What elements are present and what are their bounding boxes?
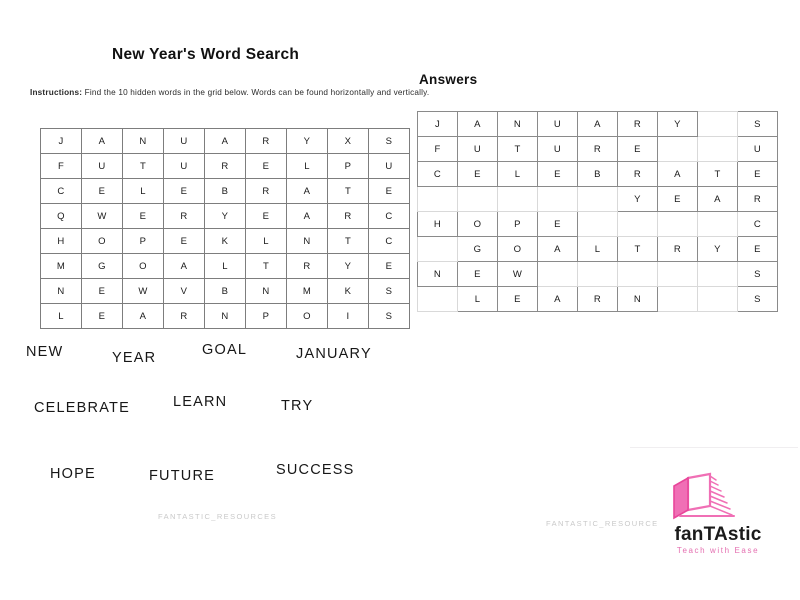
answers-cell: E	[618, 137, 658, 162]
answers-cell: T	[698, 162, 738, 187]
word-list-item: NEW	[26, 344, 64, 360]
answers-cell: L	[578, 237, 618, 262]
answers-cell-empty	[498, 187, 538, 212]
answers-cell: N	[418, 262, 458, 287]
puzzle-cell: A	[164, 254, 205, 279]
puzzle-cell: R	[164, 204, 205, 229]
answers-cell-empty	[538, 262, 578, 287]
answers-cell: E	[538, 162, 578, 187]
puzzle-row	[41, 204, 410, 229]
answers-cell: T	[498, 137, 538, 162]
answers-cell-empty	[578, 187, 618, 212]
puzzle-cell: W	[82, 204, 123, 229]
word-list-item: YEAR	[112, 350, 157, 366]
answers-cell: Y	[618, 187, 658, 212]
puzzle-cell: X	[328, 129, 369, 154]
answers-cell: A	[658, 162, 698, 187]
answers-cell: O	[458, 212, 498, 237]
puzzle-cell: E	[82, 179, 123, 204]
puzzle-cell: L	[41, 304, 82, 329]
answers-cell-empty	[698, 112, 738, 137]
puzzle-cell: M	[287, 279, 328, 304]
logo-name: fanTAstic	[674, 524, 762, 545]
puzzle-cell: T	[123, 154, 164, 179]
answers-cell: H	[418, 212, 458, 237]
answers-cell-empty	[658, 287, 698, 312]
puzzle-cell: S	[369, 129, 410, 154]
puzzle-cell: A	[287, 204, 328, 229]
page-title: New Year's Word Search	[112, 46, 300, 63]
word-search-grid	[40, 128, 410, 329]
word-list-item: TRY	[281, 398, 314, 414]
answers-cell-empty	[698, 212, 738, 237]
puzzle-cell: S	[369, 279, 410, 304]
answers-cell-empty	[658, 212, 698, 237]
instructions	[30, 88, 429, 97]
puzzle-cell: F	[41, 154, 82, 179]
puzzle-cell: B	[205, 279, 246, 304]
puzzle-row	[41, 304, 410, 329]
puzzle-cell: E	[369, 254, 410, 279]
answers-cell: U	[538, 137, 578, 162]
answers-cell: A	[538, 237, 578, 262]
puzzle-row	[41, 154, 410, 179]
puzzle-cell: R	[287, 254, 328, 279]
word-list-item: HOPE	[50, 466, 96, 482]
puzzle-row	[41, 229, 410, 254]
answers-cell-empty	[618, 212, 658, 237]
puzzle-cell: T	[246, 254, 287, 279]
puzzle-cell: N	[205, 304, 246, 329]
answers-cell: C	[738, 212, 778, 237]
instructions-label: Instructions:	[30, 88, 83, 97]
answers-cell-empty	[538, 187, 578, 212]
puzzle-cell: U	[164, 129, 205, 154]
divider	[630, 447, 798, 448]
puzzle-cell: P	[123, 229, 164, 254]
answers-cell-empty	[618, 262, 658, 287]
word-list-item: FUTURE	[149, 468, 216, 484]
word-list-item: SUCCESS	[276, 462, 355, 478]
puzzle-cell: E	[246, 204, 287, 229]
answers-cell: L	[458, 287, 498, 312]
answers-row	[418, 287, 778, 312]
answers-cell: U	[458, 137, 498, 162]
answers-cell-empty	[578, 262, 618, 287]
answers-cell-empty	[418, 187, 458, 212]
answers-cell: R	[658, 237, 698, 262]
answers-cell: R	[738, 187, 778, 212]
answers-cell: R	[618, 162, 658, 187]
answers-cell: E	[458, 162, 498, 187]
puzzle-cell: U	[82, 154, 123, 179]
answers-cell: S	[738, 287, 778, 312]
puzzle-cell: N	[246, 279, 287, 304]
watermark-right: FANTASTIC_RESOURCE	[546, 519, 659, 528]
answers-cell: A	[458, 112, 498, 137]
puzzle-cell: L	[287, 154, 328, 179]
instructions-text: Find the 10 hidden words in the grid below. Words can be found horizontally and vertically.	[82, 88, 430, 97]
puzzle-cell: E	[246, 154, 287, 179]
puzzle-cell: S	[369, 304, 410, 329]
puzzle-cell: W	[123, 279, 164, 304]
answers-cell-empty	[658, 262, 698, 287]
puzzle-cell: I	[328, 304, 369, 329]
puzzle-cell: N	[287, 229, 328, 254]
puzzle-cell: E	[82, 279, 123, 304]
answers-row	[418, 237, 778, 262]
puzzle-cell: C	[369, 204, 410, 229]
brand-logo	[648, 470, 788, 560]
answers-cell: Y	[658, 112, 698, 137]
puzzle-cell: K	[205, 229, 246, 254]
word-list-item: JANUARY	[296, 346, 372, 362]
puzzle-cell: O	[287, 304, 328, 329]
puzzle-row	[41, 179, 410, 204]
answers-row	[418, 137, 778, 162]
answers-cell: O	[498, 237, 538, 262]
answers-cell: Y	[698, 237, 738, 262]
answers-cell: S	[738, 112, 778, 137]
puzzle-cell: B	[205, 179, 246, 204]
puzzle-cell: T	[328, 229, 369, 254]
puzzle-cell: C	[369, 229, 410, 254]
answers-cell: N	[498, 112, 538, 137]
puzzle-cell: R	[246, 129, 287, 154]
puzzle-cell: T	[328, 179, 369, 204]
answers-heading: Answers	[419, 72, 478, 87]
puzzle-cell: E	[82, 304, 123, 329]
answers-cell: F	[418, 137, 458, 162]
answers-cell: W	[498, 262, 538, 287]
answers-cell-empty	[698, 287, 738, 312]
puzzle-row	[41, 254, 410, 279]
puzzle-cell: J	[41, 129, 82, 154]
answers-cell: R	[578, 287, 618, 312]
watermark-left: FANTASTIC_RESOURCES	[158, 512, 277, 521]
answers-cell: N	[618, 287, 658, 312]
answers-row	[418, 162, 778, 187]
puzzle-cell: E	[164, 179, 205, 204]
puzzle-cell: G	[82, 254, 123, 279]
word-list-item: CELEBRATE	[34, 400, 130, 416]
puzzle-cell: K	[328, 279, 369, 304]
puzzle-cell: R	[205, 154, 246, 179]
answers-cell-empty	[458, 187, 498, 212]
answers-row	[418, 112, 778, 137]
puzzle-cell: R	[328, 204, 369, 229]
puzzle-cell: V	[164, 279, 205, 304]
puzzle-cell: O	[123, 254, 164, 279]
answers-cell: B	[578, 162, 618, 187]
answers-cell: U	[738, 137, 778, 162]
puzzle-cell: A	[82, 129, 123, 154]
puzzle-cell: E	[123, 204, 164, 229]
answers-cell: E	[738, 162, 778, 187]
puzzle-cell: L	[205, 254, 246, 279]
puzzle-cell: N	[123, 129, 164, 154]
answers-cell: R	[578, 137, 618, 162]
puzzle-row	[41, 129, 410, 154]
answers-cell-empty	[578, 212, 618, 237]
answers-cell: S	[738, 262, 778, 287]
puzzle-cell: O	[82, 229, 123, 254]
puzzle-cell: A	[205, 129, 246, 154]
answers-row	[418, 262, 778, 287]
puzzle-cell: N	[41, 279, 82, 304]
puzzle-cell: P	[246, 304, 287, 329]
word-list-item: GOAL	[202, 342, 248, 358]
answers-cell: U	[538, 112, 578, 137]
puzzle-row	[41, 279, 410, 304]
puzzle-cell: L	[246, 229, 287, 254]
answers-cell: E	[498, 287, 538, 312]
answers-cell: P	[498, 212, 538, 237]
answers-cell: E	[738, 237, 778, 262]
answers-grid	[417, 111, 778, 312]
puzzle-cell: M	[41, 254, 82, 279]
puzzle-cell: E	[369, 179, 410, 204]
answers-cell-empty	[418, 237, 458, 262]
puzzle-cell: Y	[328, 254, 369, 279]
answers-cell: A	[538, 287, 578, 312]
answers-cell-empty	[418, 287, 458, 312]
answers-cell: A	[578, 112, 618, 137]
puzzle-cell: H	[41, 229, 82, 254]
word-list	[0, 330, 420, 505]
puzzle-cell: Y	[287, 129, 328, 154]
answers-cell: J	[418, 112, 458, 137]
answers-cell-empty	[658, 137, 698, 162]
puzzle-cell: A	[123, 304, 164, 329]
puzzle-cell: P	[328, 154, 369, 179]
answers-cell: T	[618, 237, 658, 262]
answers-cell-empty	[698, 137, 738, 162]
puzzle-cell: E	[164, 229, 205, 254]
answers-cell: E	[538, 212, 578, 237]
puzzle-cell: L	[123, 179, 164, 204]
puzzle-cell: U	[164, 154, 205, 179]
answers-cell: C	[418, 162, 458, 187]
answers-cell: G	[458, 237, 498, 262]
puzzle-cell: R	[164, 304, 205, 329]
answers-cell: A	[698, 187, 738, 212]
puzzle-cell: C	[41, 179, 82, 204]
word-list-item: LEARN	[173, 394, 228, 410]
answers-cell: E	[658, 187, 698, 212]
puzzle-cell: U	[369, 154, 410, 179]
puzzle-cell: Q	[41, 204, 82, 229]
open-book-icon	[648, 470, 788, 526]
answers-row	[418, 212, 778, 237]
answers-cell: E	[458, 262, 498, 287]
puzzle-cell: R	[246, 179, 287, 204]
answers-cell: R	[618, 112, 658, 137]
puzzle-cell: A	[287, 179, 328, 204]
answers-cell-empty	[698, 262, 738, 287]
puzzle-cell: Y	[205, 204, 246, 229]
answers-row	[418, 187, 778, 212]
answers-cell: L	[498, 162, 538, 187]
logo-tagline: Teach with Ease	[676, 546, 760, 555]
